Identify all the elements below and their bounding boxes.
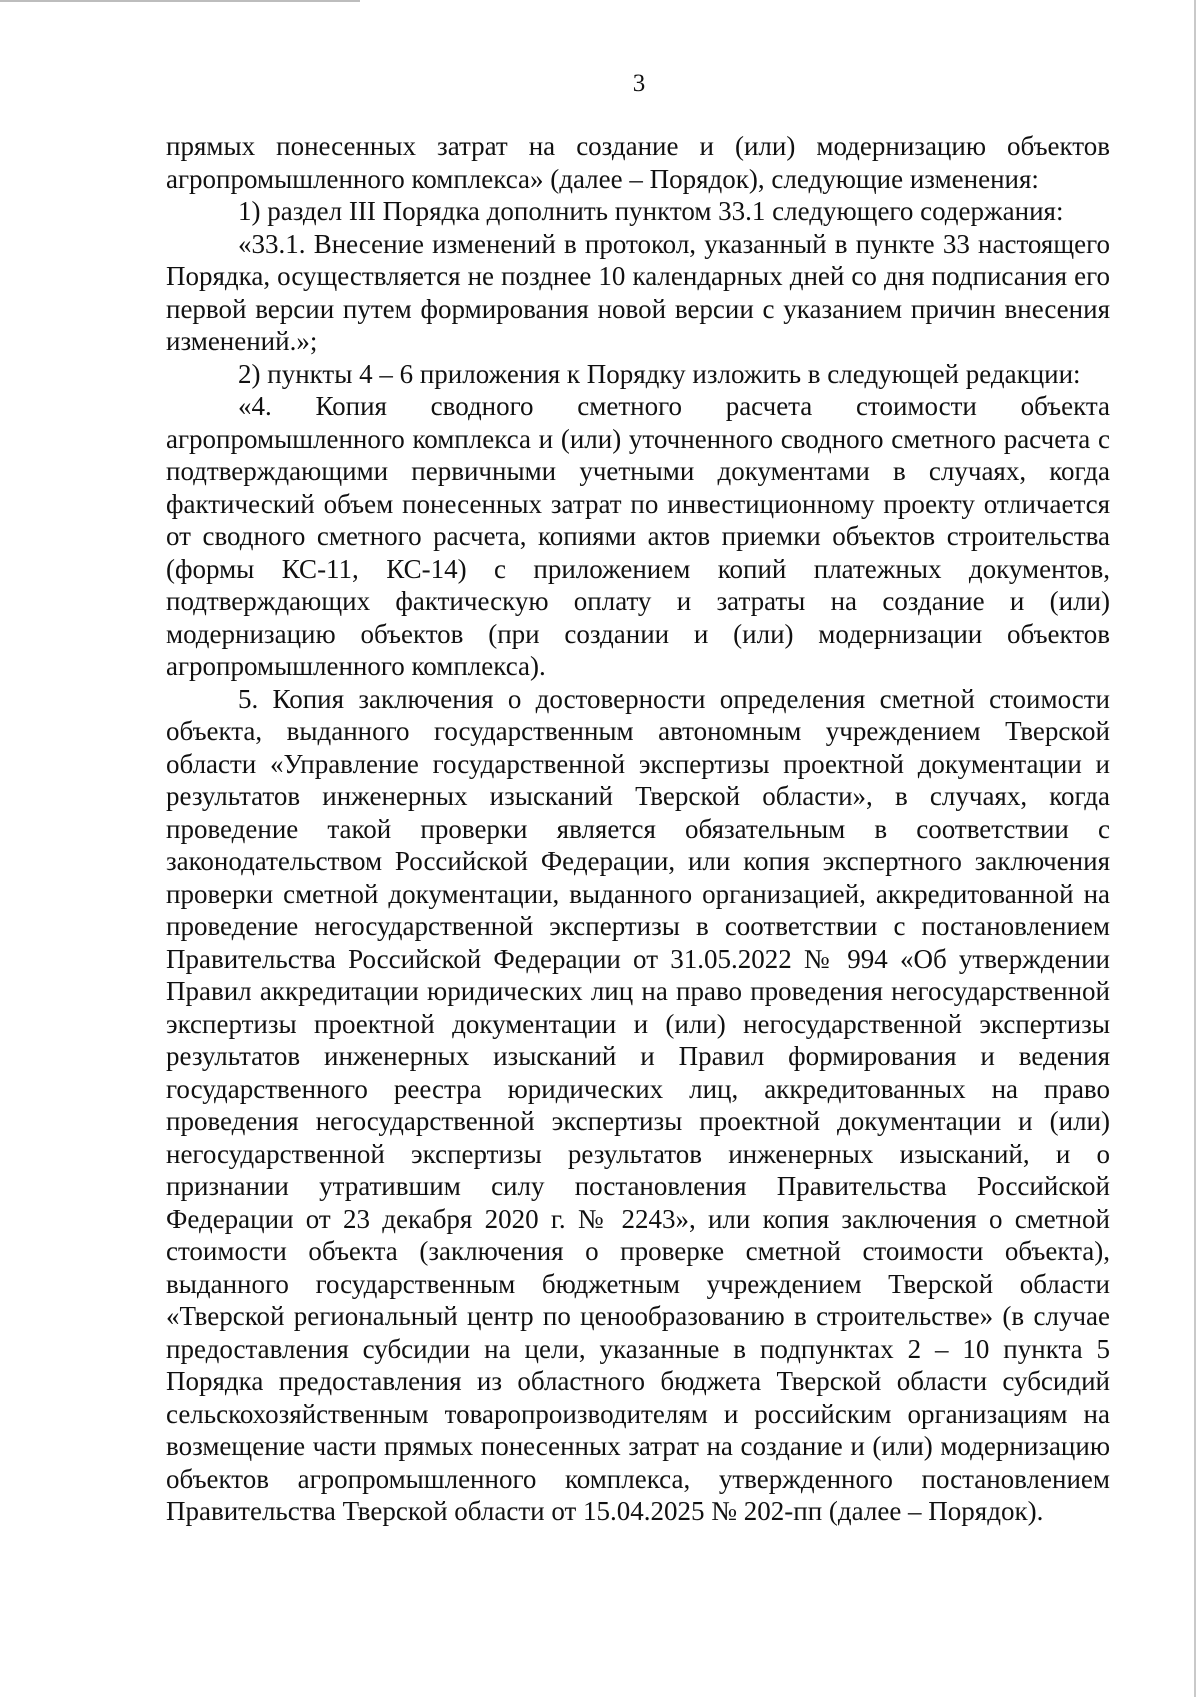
paragraph-continuation: прямых понесенных затрат на создание и (или) модернизацию объектов агропромышленного комплекса» (далее – Порядок), следующие изменения: bbox=[166, 131, 1110, 194]
paragraph-clause-5: 5. Копия заключения о достоверности определения сметной стоимости объекта, выданного государственным автономным учреждением Тверской области «Управление государственной экспертизы проектной документации и результатов инженерных изысканий Тверской области», в случаях, когда проведение такой проверки является обязательным в соответствии с законодательством Российской Федерации, или копия экспертного заключения проверки сметной документации, выданного организацией, аккредитованной на проведение негосударственной экспертизы в соответствии с постановлением Правительства Российской Федерации от 31.05.2022 № 994 «Об утверждении Правил аккредитации юридических лиц на право проведения негосударственной экспертизы проектной документации и (или) негосударственной экспертизы результатов инженерных изысканий и Правил формирования и ведения государственного реестра юридических лиц, аккредитованных на право проведения негосударственной экспертизы проектной документации и (или) негосударственной экспертизы результатов инженерных изысканий, и о признании утратившим силу постановления Правительства Российской Федерации от 23 декабря 2020 г. № 2243», или копия заключения о сметной стоимости объекта (заключения о проверке сметной стоимости объекта), выданного государственным бюджетным учреждением Тверской области «Тверской региональный центр по ценообразованию в строительстве» (в случае предоставления субсидии на цели, указанные в подпунктах 2 – 10 пункта 5 Порядка предоставления из областного бюджета Тверской области субсидий сельскохозяйственным товаропроизводителям и российским организациям на возмещение части прямых понесенных затрат на создание и (или) модернизацию объектов агропромышленного комплекса, утвержденного постановлением Правительства Тверской области от 15.04.2025 № 202-пп (далее – Порядок). bbox=[166, 683, 1110, 1526]
paragraph-clause-33-1: «33.1. Внесение изменений в протокол, указанный в пункте 33 настоящего Порядка, осуществляется не позднее 10 календарных дней со дня подписания его первой версии путем формирования новой версии с указанием причин внесения изменений.»; bbox=[166, 228, 1110, 356]
scan-edge-top bbox=[0, 0, 360, 2]
paragraph-item-1: 1) раздел III Порядка дополнить пунктом 33.1 следующего содержания: bbox=[238, 196, 1064, 226]
scan-edge-right bbox=[1194, 0, 1196, 1697]
paragraph-item-2: 2) пункты 4 – 6 приложения к Порядку изложить в следующей редакции: bbox=[238, 358, 1081, 389]
page-number: 3 bbox=[632, 70, 646, 97]
document-body bbox=[166, 130, 1110, 1528]
paragraph-clause-4: «4. Копия сводного сметного расчета стоимости объекта агропромышленного комплекса и (или) уточненного сводного сметного расчета с подтверждающими первичными учетными документами в случаях, когда фактический объем понесенных затрат по инвестиционному проекту отличается от сводного сметного расчета, копиями актов приемки объектов строительства (формы КС-11, КС-14) с приложением копий платежных документов, подтверждающих фактическую оплату и затраты на создание и (или) модернизацию объектов (при создании и (или) модернизации объектов агропромышленного комплекса). bbox=[166, 391, 1110, 681]
